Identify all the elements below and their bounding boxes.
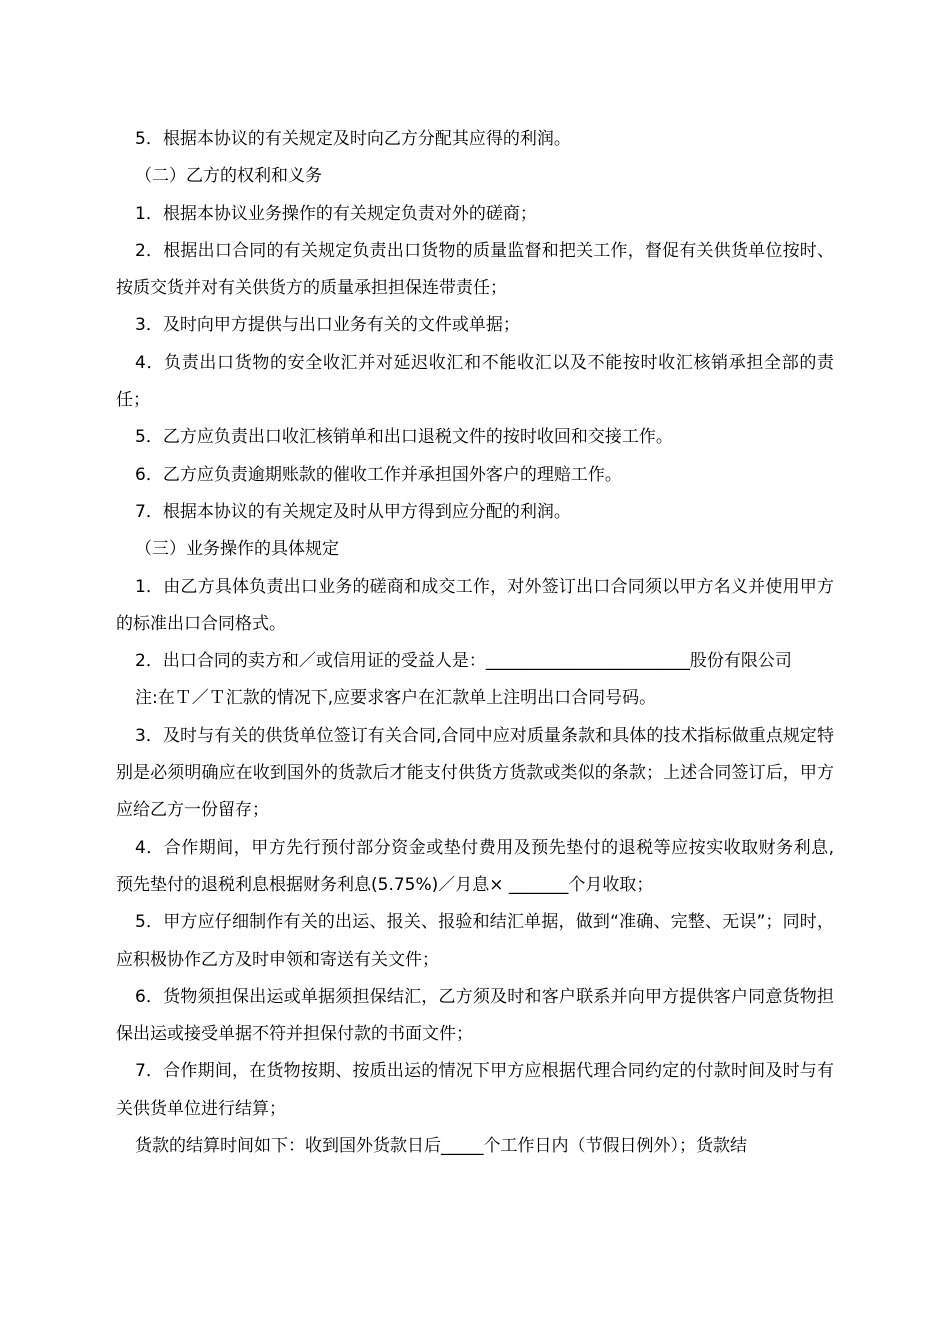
clause-b4-foreign-exchange: 4．负责出口货物的安全收汇并对延迟收汇和不能收汇以及不能按时收汇核销承担全部的责任； xyxy=(116,352,834,411)
clause-b3-documents: 3．及时向甲方提供与出口业务有关的文件或单据； xyxy=(135,315,520,336)
section-heading-party-b-rights: （二）乙方的权利和义务 xyxy=(135,166,322,187)
section-heading-operation-rules: （三）业务操作的具体规定 xyxy=(135,539,339,560)
document-body xyxy=(116,121,840,1165)
note-tt-remittance: 注:在Ｔ／Ｔ汇款的情况下,应要求客户在汇款单上注明出口合同号码。 xyxy=(135,688,657,709)
clause-c2-seller-beneficiary: 2．出口合同的卖方和／或信用证的受益人是：________________________股份有限公司 xyxy=(135,651,792,672)
clause-c6-guarantee: 6．货物须担保出运或单据须担保结汇，乙方须及时和客户联系并向甲方提供客户同意货物担保出运或接受单据不符并担保付款的书面文件； xyxy=(116,986,834,1045)
clause-b7-receive-profit: 7．根据本协议的有关规定及时从甲方得到应分配的利润。 xyxy=(135,501,571,522)
clause-settlement-time: 货款的结算时间如下：收到国外货款日后_____个工作日内（节假日例外）；货款结 xyxy=(135,1136,747,1157)
clause-c1-contracts: 1．由乙方具体负责出口业务的磋商和成交工作，对外签订出口合同须以甲方名义并使用甲方的标准出口合同格式。 xyxy=(116,576,834,634)
clause-c4-interest: 4．合作期间，甲方先行预付部分资金或垫付费用及预先垫付的退税等应按实收取财务利息, 预先垫付的退税利息根据财务利息(5.75%)／月息× _______个月收取； xyxy=(116,837,840,895)
clause-a5-distribute-profit: 5．根据本协议的有关规定及时向乙方分配其应得的利润。 xyxy=(135,129,571,149)
clause-c7-settlement: 7．合作期间，在货物按期、按质出运的情况下甲方应根据代理合同约定的付款时间及时与有关供货单位进行结算； xyxy=(116,1061,834,1119)
clause-b6-overdue-collection: 6．乙方应负责逾期账款的催收工作并承担国外客户的理赔工作。 xyxy=(135,464,622,485)
clause-b2-quality-supervision: 2．根据出口合同的有关规定负责出口货物的质量监督和把关工作，督促有关供货单位按时、按质交货并对有关供货方的质量承担担保连带责任； xyxy=(116,240,834,299)
clause-c3-supplier-contracts: 3．及时与有关的供货单位签订有关合同,合同中应对质量条款和具体的技术指标做重点规定特别是必须明确应在收到国外的货款后才能支付供货方货款或类似的条款；上述合同签订后，甲方应给乙方一份留存； xyxy=(116,725,834,821)
clause-b1-negotiation: 1．根据本协议业务操作的有关规定负责对外的磋商； xyxy=(135,203,537,224)
clause-b5-verification-forms: 5．乙方应负责出口收汇核销单和出口退税文件的按时收回和交接工作。 xyxy=(135,427,673,448)
clause-c5-shipping-documents: 5．甲方应仔细制作有关的出运、报关、报验和结汇单据，做到“准确、完整、无误”；同时，应积极协作乙方及时申领和寄送有关文件； xyxy=(116,912,834,970)
